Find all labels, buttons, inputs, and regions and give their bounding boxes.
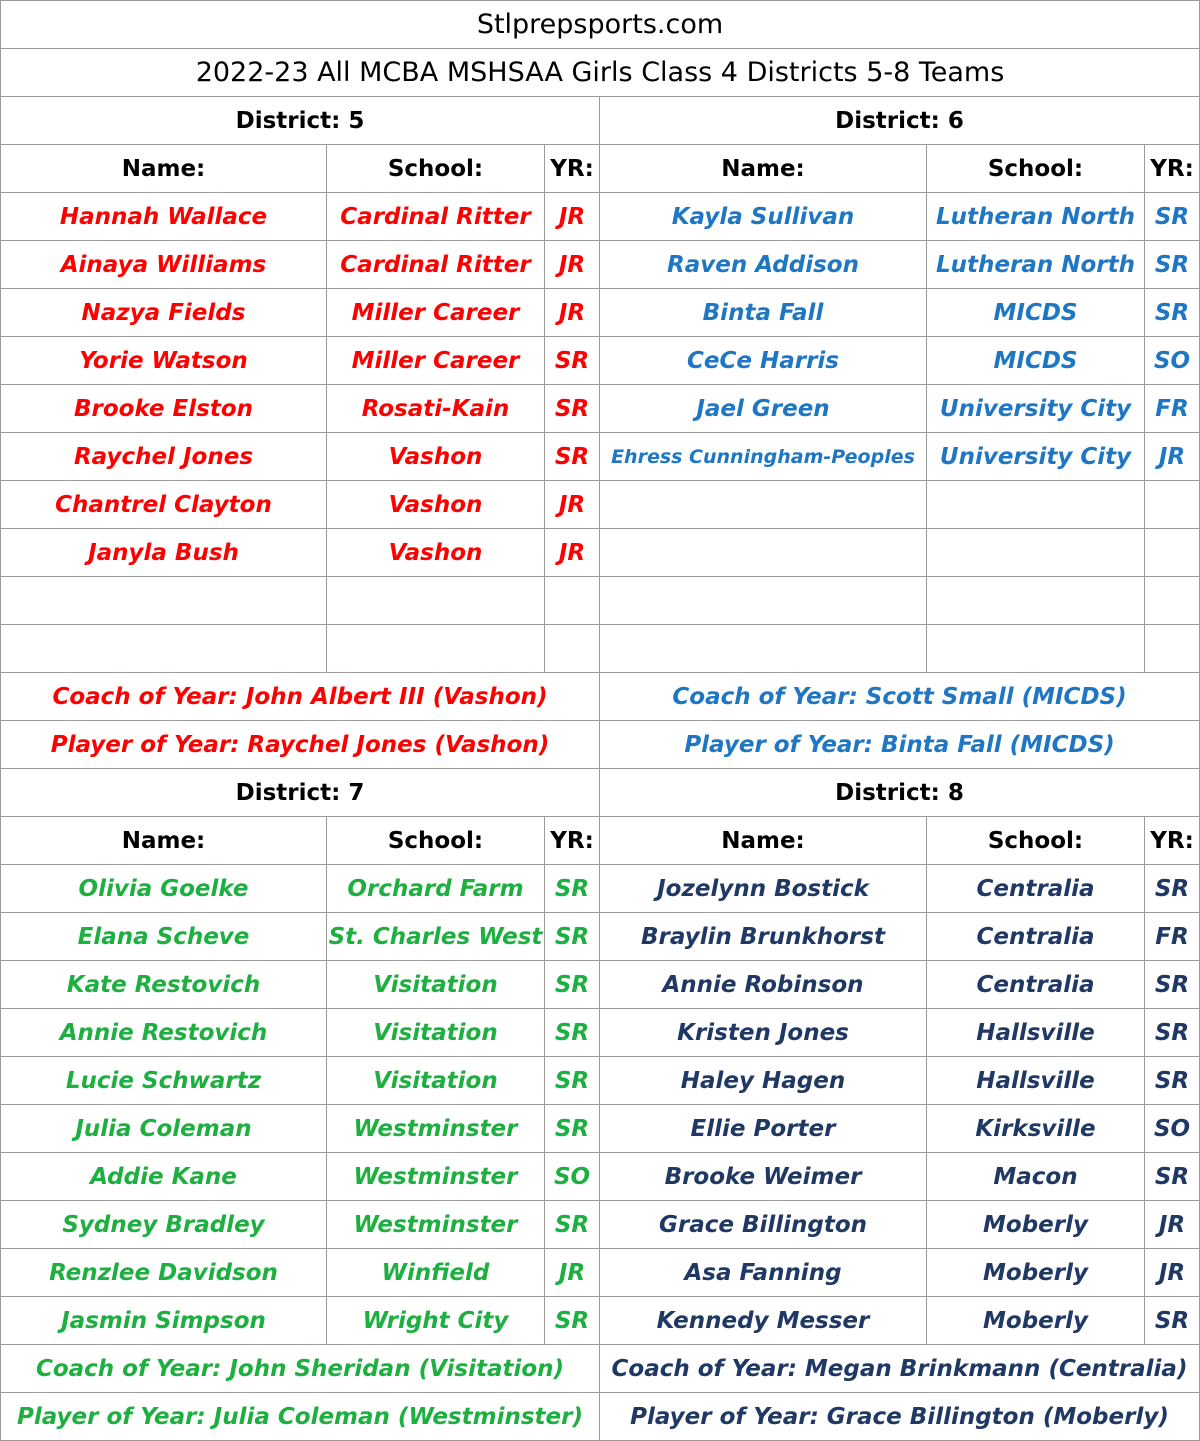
player-year: SR xyxy=(545,1057,600,1105)
player-name: Julia Coleman xyxy=(0,1105,327,1153)
coach-of-year: Coach of Year: John Sheridan (Visitation) xyxy=(0,1345,600,1393)
player-school: Kirksville xyxy=(927,1105,1145,1153)
player-name xyxy=(0,577,327,625)
player-name: Ehress Cunningham-Peoples xyxy=(600,433,927,481)
player-school: Moberly xyxy=(927,1201,1145,1249)
player-year: SR xyxy=(1145,961,1200,1009)
player-year: SO xyxy=(545,1153,600,1201)
column-header-yr: YR: xyxy=(545,145,600,193)
player-year xyxy=(545,577,600,625)
player-year: SR xyxy=(545,913,600,961)
player-name xyxy=(600,529,927,577)
column-header-name: Name: xyxy=(600,817,927,865)
player-name: Chantrel Clayton xyxy=(0,481,327,529)
player-year: SR xyxy=(1145,289,1200,337)
player-year: SR xyxy=(545,1201,600,1249)
player-school xyxy=(327,625,545,673)
player-name: Jael Green xyxy=(600,385,927,433)
player-name: Kayla Sullivan xyxy=(600,193,927,241)
player-name: Grace Billington xyxy=(600,1201,927,1249)
player-name: Kate Restovich xyxy=(0,961,327,1009)
player-year: JR xyxy=(545,241,600,289)
player-year: JR xyxy=(545,193,600,241)
player-name: Elana Scheve xyxy=(0,913,327,961)
column-header-yr: YR: xyxy=(1145,817,1200,865)
player-school: Visitation xyxy=(327,1009,545,1057)
player-school: Hallsville xyxy=(927,1009,1145,1057)
player-year: FR xyxy=(1145,913,1200,961)
player-name: Raven Addison xyxy=(600,241,927,289)
player-year: JR xyxy=(1145,1249,1200,1297)
site-header: Stlprepsports.com xyxy=(0,0,1200,49)
player-name: Kennedy Messer xyxy=(600,1297,927,1345)
player-school: Vashon xyxy=(327,433,545,481)
player-school: Winfield xyxy=(327,1249,545,1297)
player-year: SR xyxy=(545,1105,600,1153)
player-name: Olivia Goelke xyxy=(0,865,327,913)
player-school: St. Charles West xyxy=(327,913,545,961)
column-header-school: School: xyxy=(927,817,1145,865)
player-school: Macon xyxy=(927,1153,1145,1201)
player-year: SR xyxy=(1145,865,1200,913)
player-of-year: Player of Year: Raychel Jones (Vashon) xyxy=(0,721,600,769)
player-school: Cardinal Ritter xyxy=(327,193,545,241)
player-name: Lucie Schwartz xyxy=(0,1057,327,1105)
player-year: SR xyxy=(545,1297,600,1345)
player-school: Centralia xyxy=(927,913,1145,961)
player-name: Annie Robinson xyxy=(600,961,927,1009)
player-name: Kristen Jones xyxy=(600,1009,927,1057)
player-name: Yorie Watson xyxy=(0,337,327,385)
player-year: SO xyxy=(1145,337,1200,385)
player-school: Westminster xyxy=(327,1153,545,1201)
coach-of-year: Coach of Year: John Albert III (Vashon) xyxy=(0,673,600,721)
player-year: SR xyxy=(545,1009,600,1057)
district-label: District: 7 xyxy=(0,769,600,817)
player-year: SR xyxy=(545,865,600,913)
player-name xyxy=(600,481,927,529)
player-name: Jasmin Simpson xyxy=(0,1297,327,1345)
player-school: Hallsville xyxy=(927,1057,1145,1105)
player-year: FR xyxy=(1145,385,1200,433)
player-name: Braylin Brunkhorst xyxy=(600,913,927,961)
player-school: Lutheran North xyxy=(927,193,1145,241)
player-year xyxy=(1145,481,1200,529)
player-school: Orchard Farm xyxy=(327,865,545,913)
player-year: SR xyxy=(1145,241,1200,289)
player-school: Moberly xyxy=(927,1297,1145,1345)
column-header-school: School: xyxy=(327,817,545,865)
player-school: University City xyxy=(927,385,1145,433)
player-school: Wright City xyxy=(327,1297,545,1345)
column-header-name: Name: xyxy=(600,145,927,193)
player-name: Brooke Elston xyxy=(0,385,327,433)
player-of-year: Player of Year: Julia Coleman (Westminster) xyxy=(0,1393,600,1441)
player-school: MICDS xyxy=(927,289,1145,337)
player-year: SR xyxy=(545,961,600,1009)
player-school xyxy=(927,529,1145,577)
player-school: University City xyxy=(927,433,1145,481)
player-school: Lutheran North xyxy=(927,241,1145,289)
player-year xyxy=(1145,577,1200,625)
player-year: JR xyxy=(1145,433,1200,481)
player-name: Raychel Jones xyxy=(0,433,327,481)
player-year: SO xyxy=(1145,1105,1200,1153)
player-name xyxy=(600,577,927,625)
player-school: Visitation xyxy=(327,1057,545,1105)
district-label: District: 8 xyxy=(600,769,1200,817)
player-year: JR xyxy=(545,481,600,529)
player-school: Miller Career xyxy=(327,337,545,385)
player-year: SR xyxy=(1145,193,1200,241)
player-name: Janyla Bush xyxy=(0,529,327,577)
player-name xyxy=(600,625,927,673)
player-school: Centralia xyxy=(927,865,1145,913)
player-name: Haley Hagen xyxy=(600,1057,927,1105)
player-name: Binta Fall xyxy=(600,289,927,337)
player-name: Asa Fanning xyxy=(600,1249,927,1297)
player-year: SR xyxy=(545,337,600,385)
player-school: Westminster xyxy=(327,1105,545,1153)
player-year: SR xyxy=(1145,1153,1200,1201)
player-school xyxy=(927,481,1145,529)
page-title: 2022-23 All MCBA MSHSAA Girls Class 4 Districts 5-8 Teams xyxy=(0,49,1200,97)
player-name: Nazya Fields xyxy=(0,289,327,337)
player-name: Brooke Weimer xyxy=(600,1153,927,1201)
player-school xyxy=(927,577,1145,625)
player-year: SR xyxy=(1145,1057,1200,1105)
column-header-yr: YR: xyxy=(545,817,600,865)
player-school: Vashon xyxy=(327,481,545,529)
coach-of-year: Coach of Year: Scott Small (MICDS) xyxy=(600,673,1200,721)
column-header-yr: YR: xyxy=(1145,145,1200,193)
player-year xyxy=(1145,625,1200,673)
player-year: SR xyxy=(545,433,600,481)
player-year: JR xyxy=(545,289,600,337)
player-school: Visitation xyxy=(327,961,545,1009)
player-school: Vashon xyxy=(327,529,545,577)
player-name: Jozelynn Bostick xyxy=(600,865,927,913)
player-name: Addie Kane xyxy=(0,1153,327,1201)
district-label: District: 5 xyxy=(0,97,600,145)
column-header-school: School: xyxy=(327,145,545,193)
player-of-year: Player of Year: Binta Fall (MICDS) xyxy=(600,721,1200,769)
player-school: Westminster xyxy=(327,1201,545,1249)
player-school: MICDS xyxy=(927,337,1145,385)
player-name xyxy=(0,625,327,673)
player-name: Ellie Porter xyxy=(600,1105,927,1153)
player-of-year: Player of Year: Grace Billington (Moberly) xyxy=(600,1393,1200,1441)
player-name: Hannah Wallace xyxy=(0,193,327,241)
player-name: Annie Restovich xyxy=(0,1009,327,1057)
player-year xyxy=(1145,529,1200,577)
player-year: JR xyxy=(545,1249,600,1297)
player-year: SR xyxy=(1145,1297,1200,1345)
player-school: Moberly xyxy=(927,1249,1145,1297)
player-school: Rosati-Kain xyxy=(327,385,545,433)
player-year: JR xyxy=(1145,1201,1200,1249)
player-year: SR xyxy=(545,385,600,433)
player-name: CeCe Harris xyxy=(600,337,927,385)
player-name: Sydney Bradley xyxy=(0,1201,327,1249)
player-school xyxy=(327,577,545,625)
column-header-name: Name: xyxy=(0,817,327,865)
column-header-school: School: xyxy=(927,145,1145,193)
player-name: Renzlee Davidson xyxy=(0,1249,327,1297)
player-year: SR xyxy=(1145,1009,1200,1057)
player-school xyxy=(927,625,1145,673)
player-year xyxy=(545,625,600,673)
player-school: Miller Career xyxy=(327,289,545,337)
column-header-name: Name: xyxy=(0,145,327,193)
coach-of-year: Coach of Year: Megan Brinkmann (Centralia) xyxy=(600,1345,1200,1393)
player-school: Cardinal Ritter xyxy=(327,241,545,289)
player-name: Ainaya Williams xyxy=(0,241,327,289)
player-year: JR xyxy=(545,529,600,577)
district-label: District: 6 xyxy=(600,97,1200,145)
player-school: Centralia xyxy=(927,961,1145,1009)
